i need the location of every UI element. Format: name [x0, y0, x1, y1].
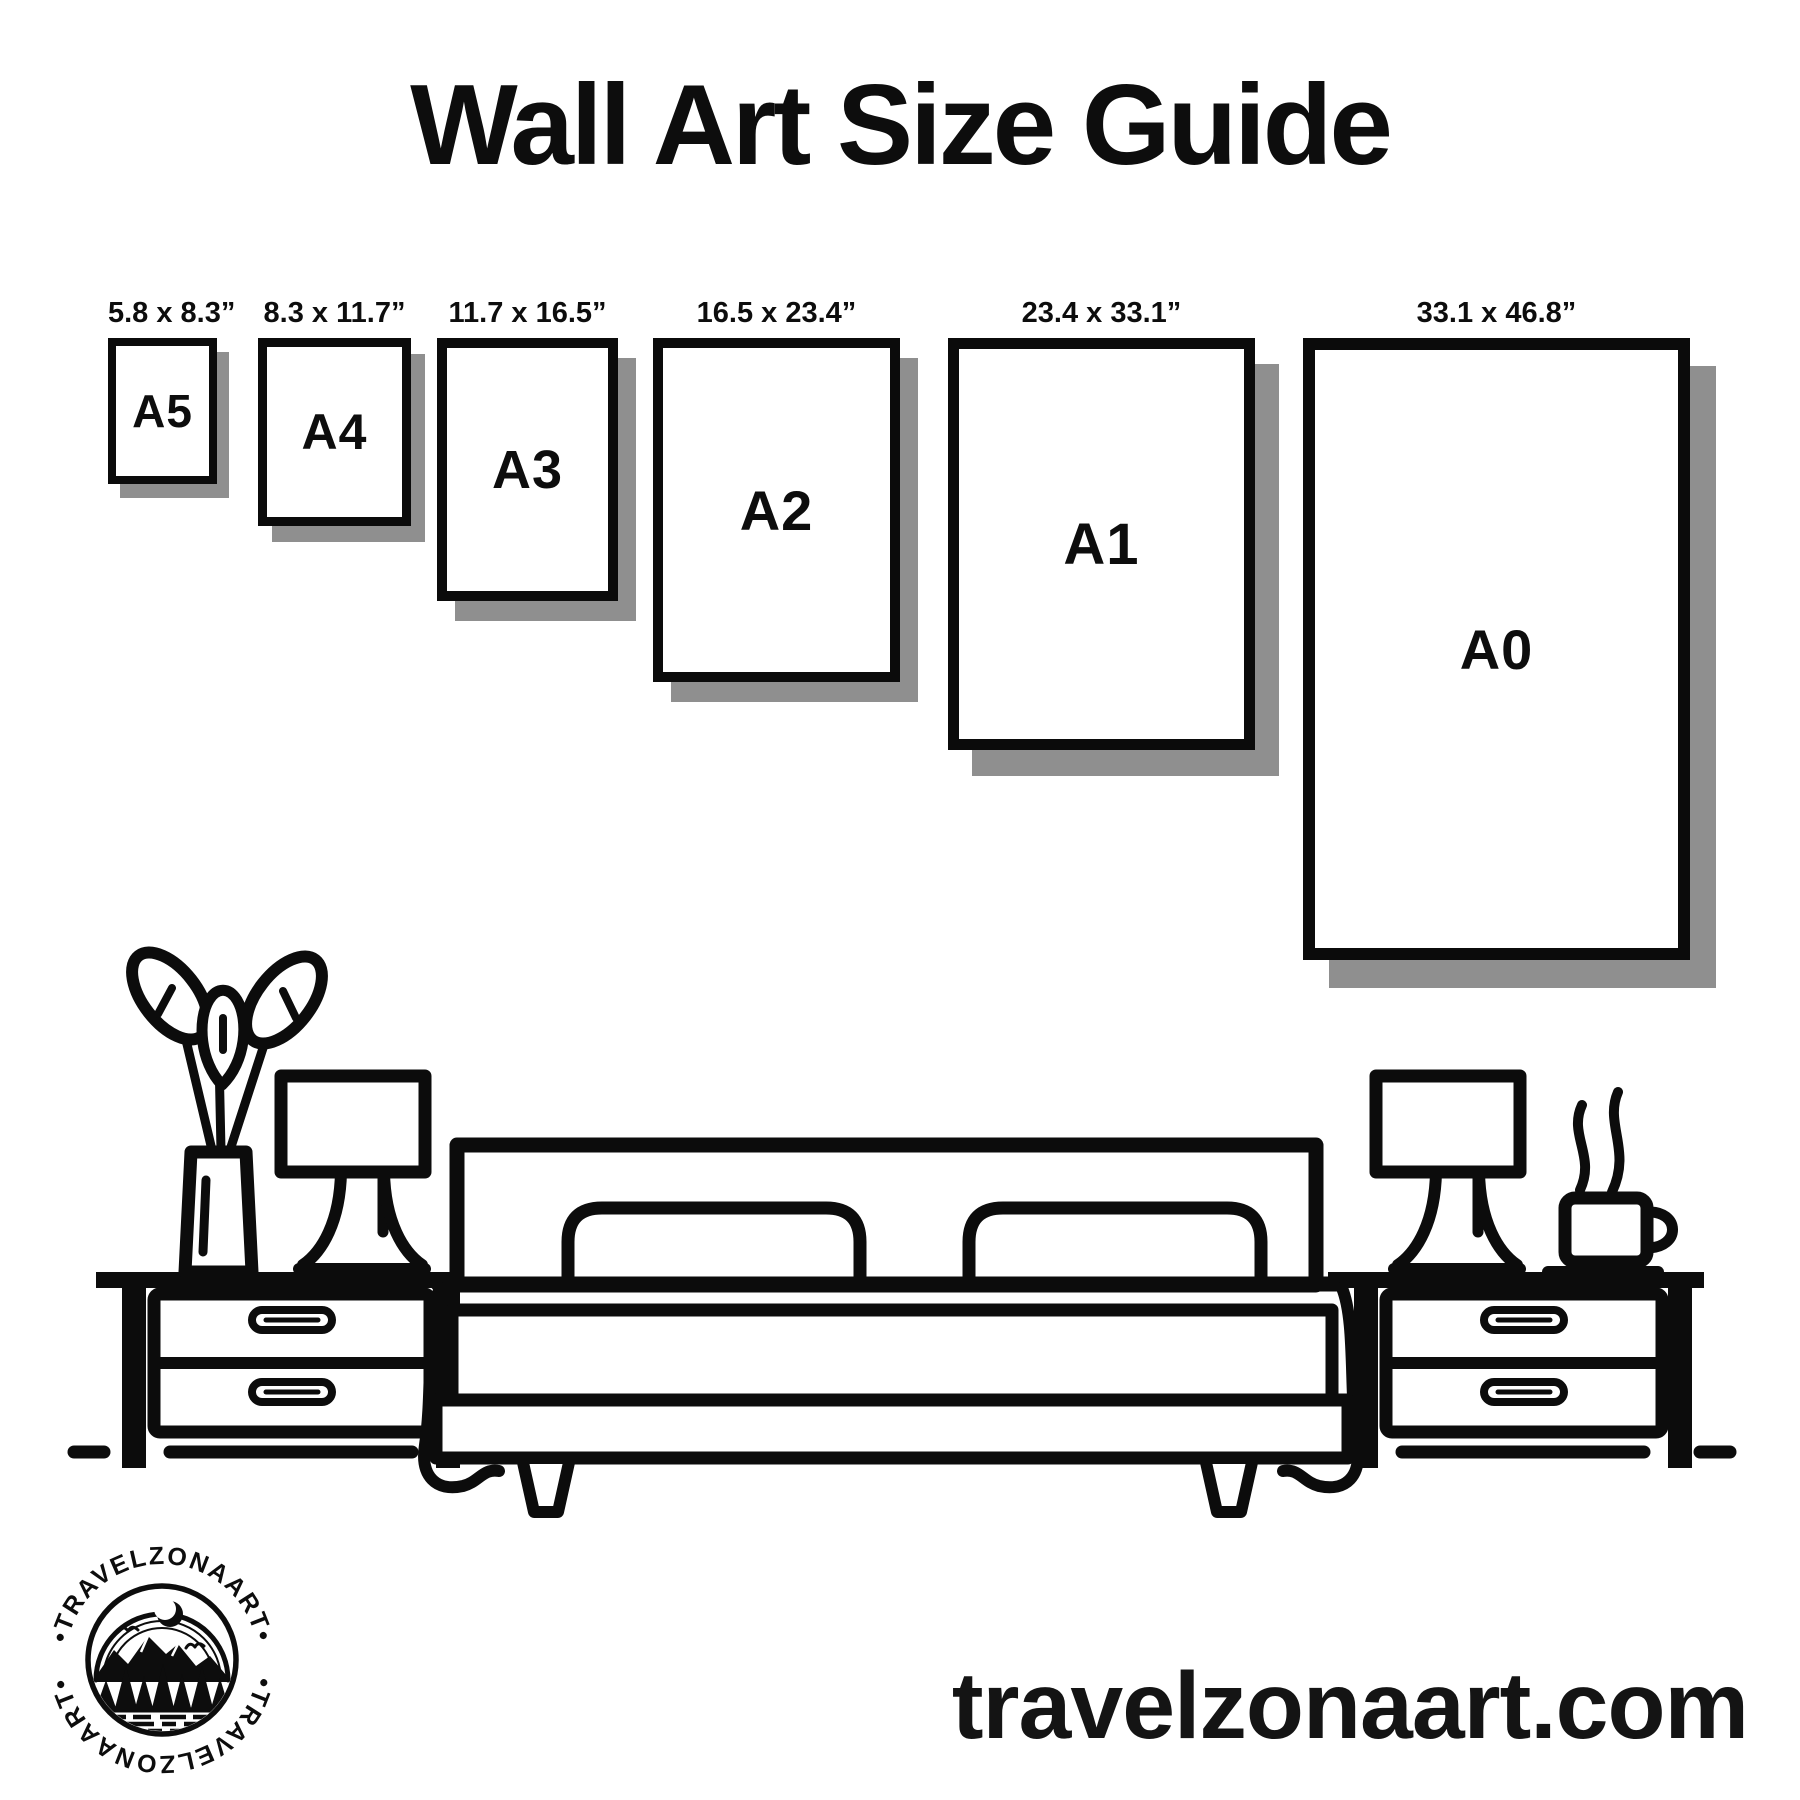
table-lamp-icon	[1376, 1076, 1520, 1269]
logo-badge-icon	[48, 1546, 276, 1774]
poster-frame	[437, 338, 618, 601]
size-frame-a3	[437, 293, 618, 601]
size-frame-a1	[948, 293, 1255, 750]
poster-frame	[258, 338, 411, 526]
size-dimensions-label: 5.8 x 8.3”	[108, 297, 236, 329]
moon-icon	[154, 1598, 183, 1627]
logo-text-top: •TRAVELZONAART•	[48, 1546, 276, 1645]
size-frame-a5	[108, 293, 236, 484]
size-name-label: A4	[301, 404, 368, 460]
poster-frame	[108, 338, 217, 484]
size-name-label: A5	[132, 385, 193, 437]
coffee-cup-icon	[1548, 1198, 1673, 1272]
size-frame-a2	[653, 293, 900, 682]
bedroom-illustration	[0, 850, 1800, 1530]
website-url: travelzonaart.com	[951, 1653, 1748, 1759]
size-dimensions-label: 23.4 x 33.1”	[1021, 297, 1182, 329]
size-frame-a4	[258, 293, 411, 526]
size-name-label: A2	[739, 478, 814, 542]
bed-icon	[424, 1145, 1358, 1512]
poster-frame	[948, 338, 1255, 750]
brand-logo	[48, 1546, 276, 1779]
steam-icon	[1578, 1092, 1620, 1192]
size-name-label: A3	[491, 439, 564, 500]
poster-frame	[653, 338, 900, 682]
size-dimensions-label: 33.1 x 46.8”	[1416, 297, 1577, 329]
table-lamp-icon	[281, 1076, 425, 1269]
svg-text:•TRAVELZONAART•	[48, 1546, 276, 1645]
size-name-label: A1	[1063, 511, 1140, 577]
size-dimensions-label: 11.7 x 16.5”	[448, 297, 607, 329]
size-name-label: A0	[1459, 617, 1534, 681]
size-dimensions-label: 16.5 x 23.4”	[696, 297, 857, 329]
logo-text-bottom: •TRAVELZONAART•	[48, 1675, 276, 1774]
page-title: Wall Art Size Guide	[410, 62, 1390, 189]
size-dimensions-label: 8.3 x 11.7”	[263, 297, 406, 329]
